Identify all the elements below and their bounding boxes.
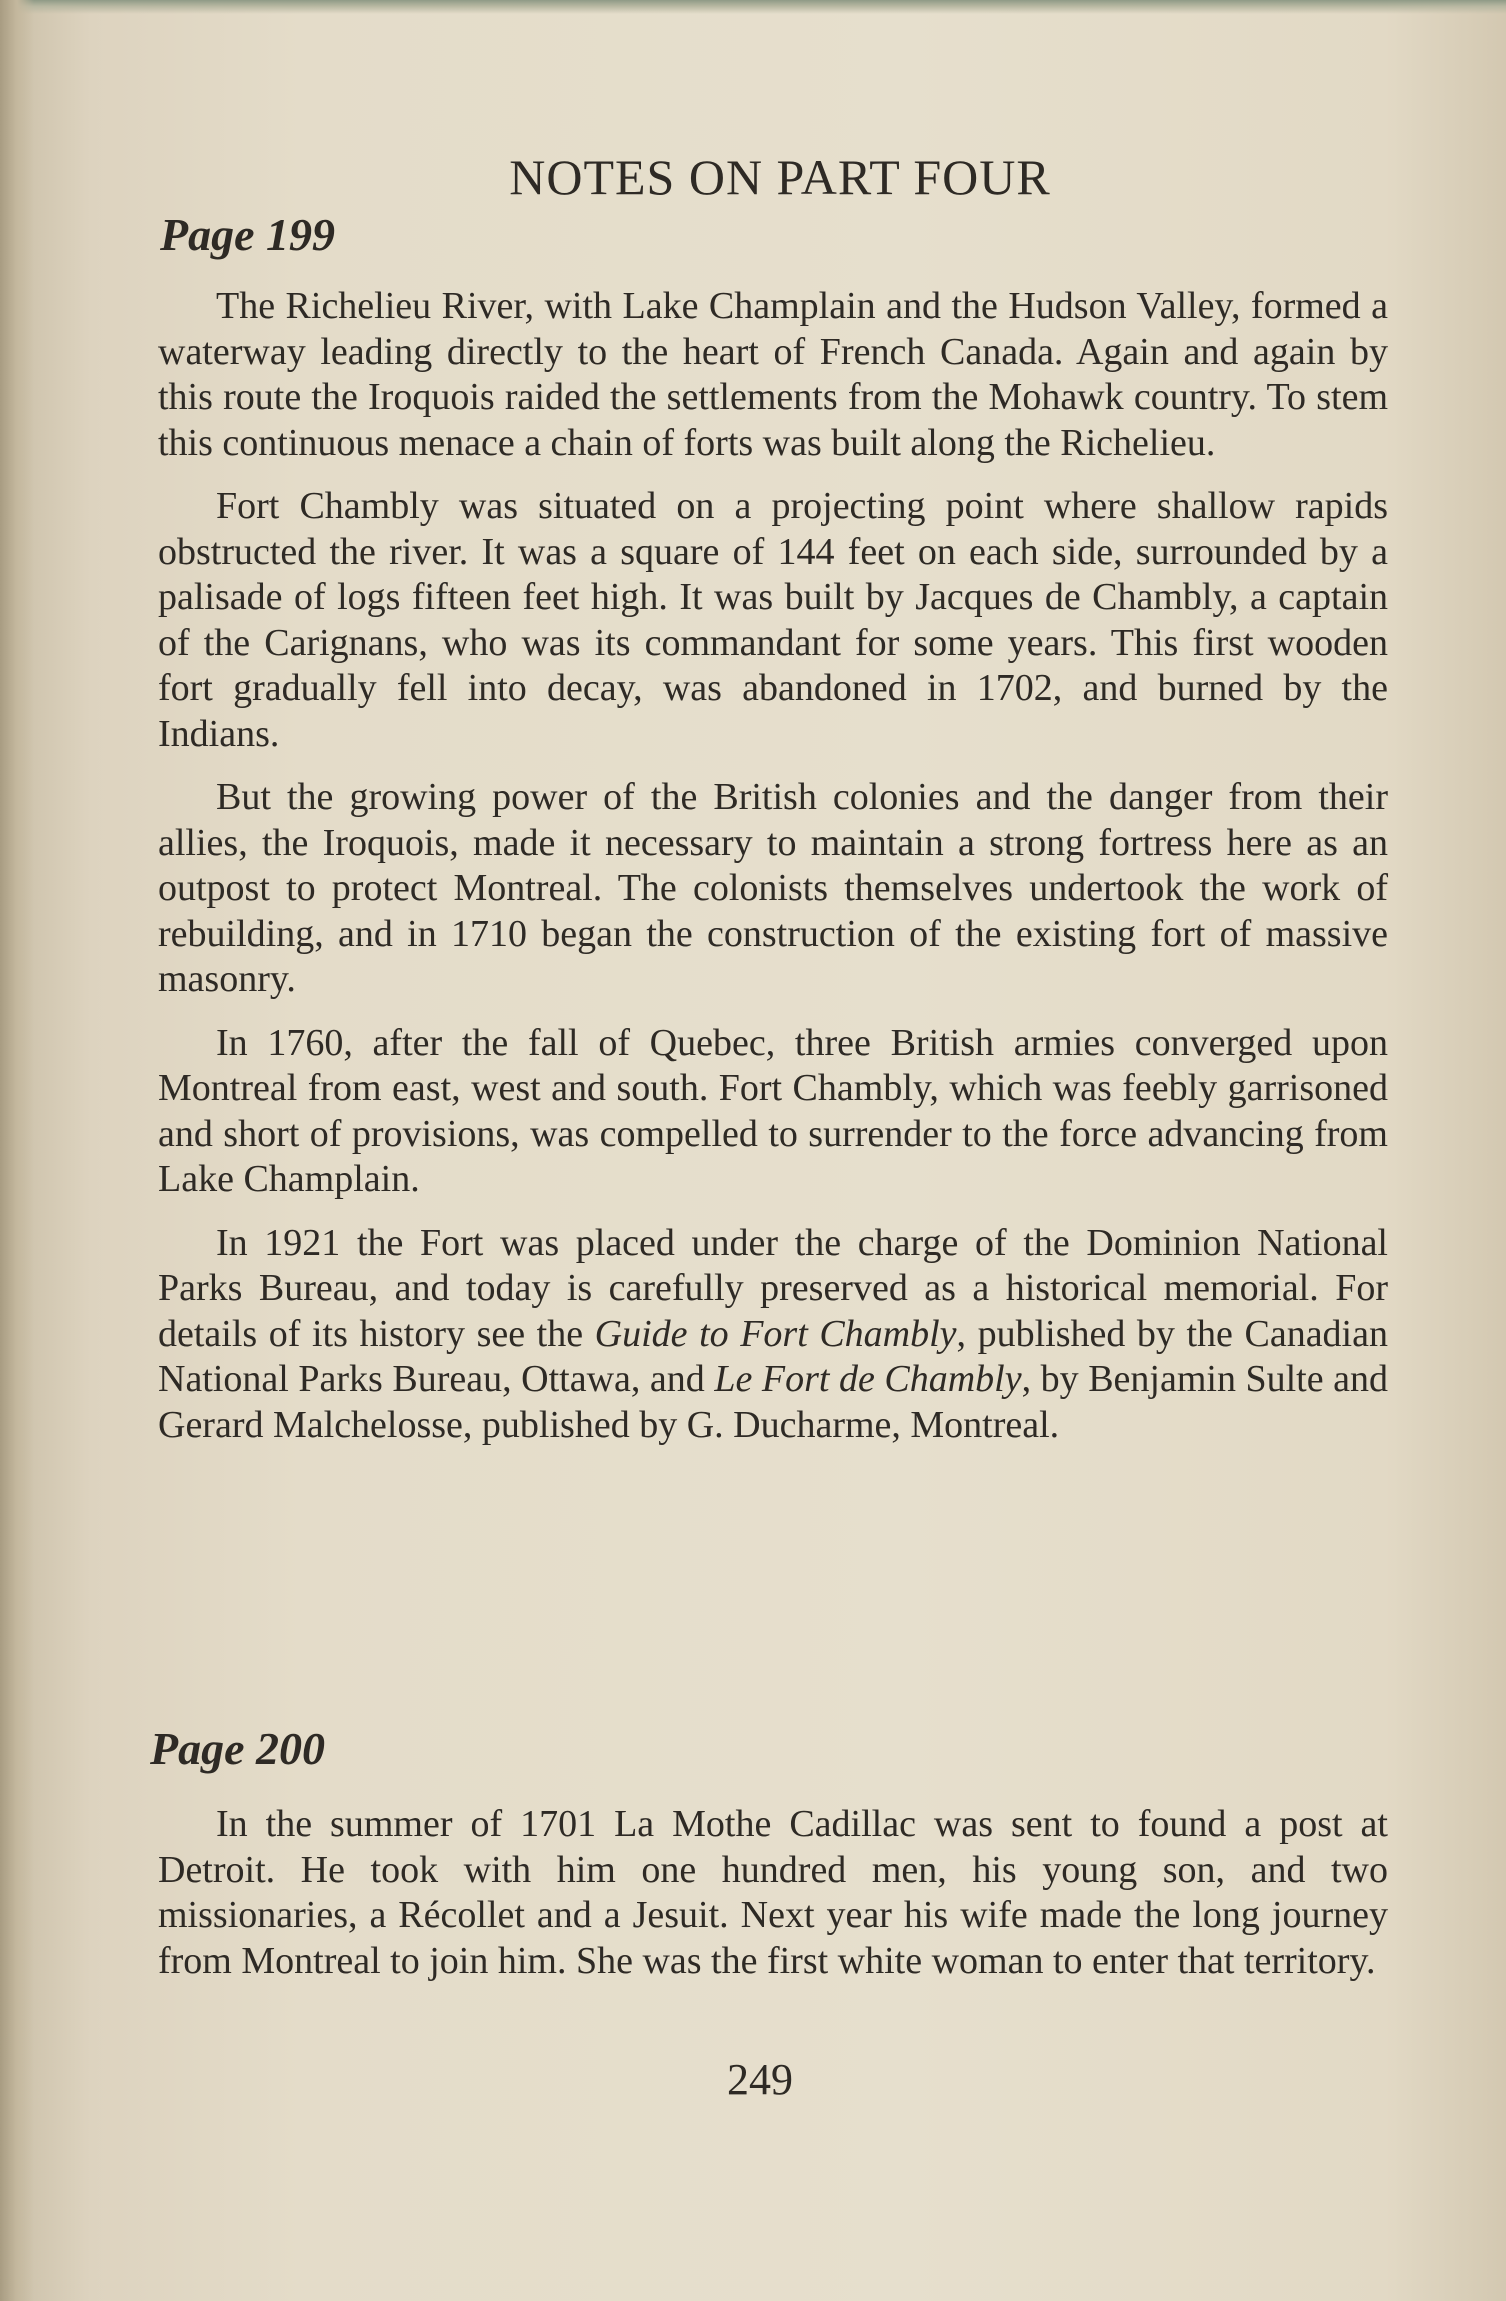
paragraph-national-parks: In 1921 the Fort was placed under the charge of the Dominion National Parks Bureau, and today is carefully preserved as a historical memorial. For details of its history see the Guide to Fort Chambly, published by the Canadian National Parks Bureau, Ottawa, and Le Fort de Chambly, by Benjamin Sulte and Gerard Malchelosse, published by G. Ducharme, Montreal.	[158, 1221, 1389, 1446]
paragraph-cadillac-detroit: In the summer of 1701 La Mothe Cadillac was sent to found a post at Detroit. He took with him one hundred men, his young son, and two missionaries, a Récollet and a Jesuit. Next year his wife made the long journey from Montreal to join him. She was the first white woman to enter that territory.	[158, 1803, 1388, 1982]
section-body-page-200	[158, 1802, 1388, 2002]
page-number: 249	[727, 2055, 793, 2104]
section-body-page-199	[158, 284, 1388, 1466]
paragraph-british-colonies: But the growing power of the British colonies and the danger from their allies, the Iroquois, made it necessary to maintain a strong fortress here as an outpost to protect Montreal. The colonists themselves undertook the work of rebuilding, and in 1710 began the construction of the existing fort of massive masonry.	[158, 776, 1388, 1000]
section-title-page-199: Page 199	[160, 209, 336, 260]
page-heading: NOTES ON PART FOUR	[509, 149, 1051, 205]
section-title-page-200: Page 200	[150, 1723, 326, 1774]
italic-title-guide: Guide to Fort Chambly	[594, 1312, 957, 1355]
page-binding-shadow	[0, 0, 34, 2301]
paragraph-fort-chambly: Fort Chambly was situated on a projecting point where shallow rapids obstructed the river. It was a square of 144 feet on each side, surrounded by a palisade of logs fifteen feet high. It was built by Jacques de Chambly, a captain of the Carignans, who was its commandant for some years. This first wooden fort gradually fell into decay, was abandoned in 1702, and burned by the Indians.	[158, 485, 1388, 755]
italic-title-le-fort: Le Fort de Chambly	[714, 1358, 1022, 1400]
paragraph-richelieu-river: The Richelieu River, with Lake Champlain and the Hudson Valley, formed a waterway leading directly to the heart of French Canada. Again and again by this route the Iroquois raided the settlements from the Mohawk country. To stem this continuous menace a chain of forts was built along the Richelieu.	[158, 285, 1388, 464]
page-top-edge	[0, 0, 1506, 14]
paragraph-fall-of-quebec: In 1760, after the fall of Quebec, three British armies converged upon Montreal from east, west and south. Fort Chambly, which was feebly garrisoned and short of provisions, was compelled to surrender to the force advancing from Lake Champlain.	[158, 1021, 1388, 1200]
